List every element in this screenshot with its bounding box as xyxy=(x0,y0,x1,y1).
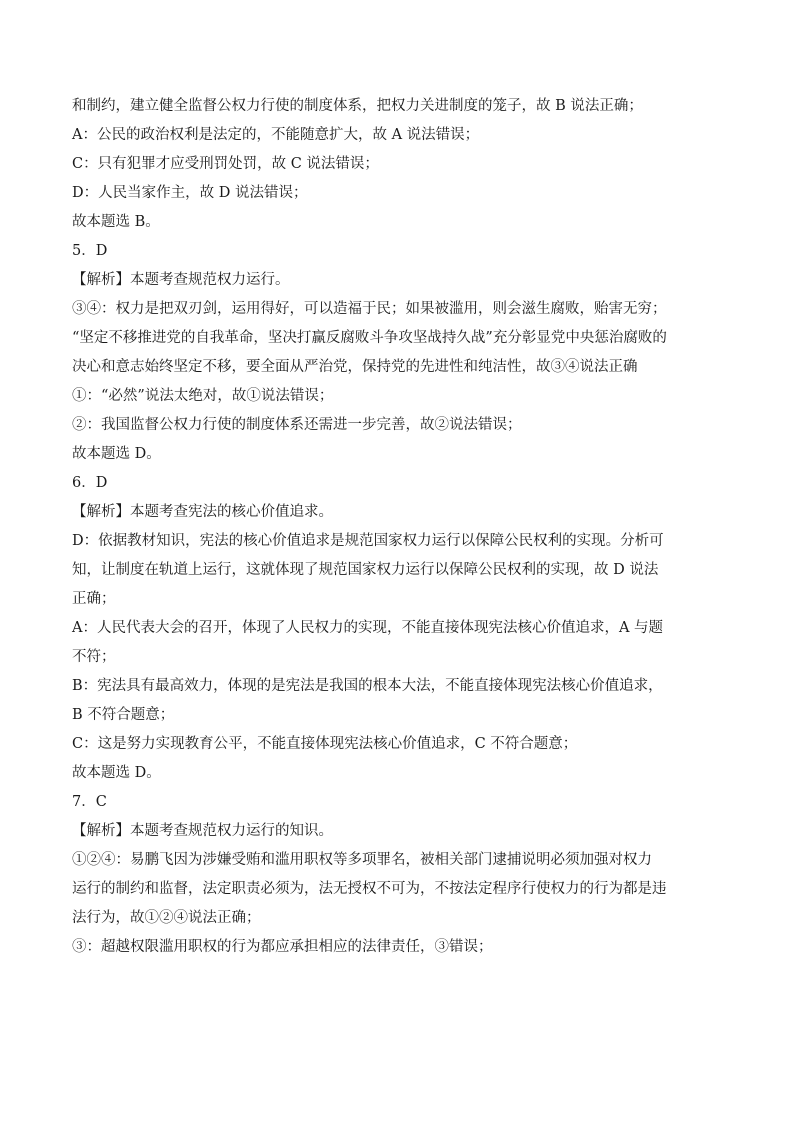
document-body xyxy=(72,92,724,962)
text-line: 法行为，故①②④说法正确； xyxy=(72,910,261,926)
text-line: ③：超越权限滥用职权的行为都应承担相应的法律责任，③错误； xyxy=(72,939,493,955)
text-line: A：人民代表大会的召开，体现了人民权力的实现，不能直接体现宪法核心价值追求，A 与题 xyxy=(72,620,664,636)
text-line: B：宪法具有最高效力，体现的是宪法是我国的根本大法，不能直接体现宪法核心价值追求， xyxy=(72,678,663,694)
text-line: B 不符合题意； xyxy=(72,707,175,723)
text-line: 和制约，建立健全监督公权力行使的制度体系，把权力关进制度的笼子，故 B 说法正确； xyxy=(72,98,643,114)
text-line: C：这是努力实现教育公平，不能直接体现宪法核心价值追求，C 不符合题意； xyxy=(72,736,578,752)
text-line: ①：“必然”说法太绝对，故①说法错误； xyxy=(72,388,334,404)
text-line: ②：我国监督公权力行使的制度体系还需进一步完善，故②说法错误； xyxy=(72,417,522,433)
text-line: ③④：权力是把双刃剑，运用得好，可以造福于民；如果被滥用，则会滋生腐败，贻害无穷； xyxy=(72,301,667,317)
text-line: 正确； xyxy=(72,591,116,607)
text-line: 运行的制约和监督，法定职责必须为，法无授权不可为，不按法定程序行使权力的行为都是违 xyxy=(72,881,667,897)
text-line: “坚定不移推进党的自我革命，坚决打赢反腐败斗争攻坚战持久战”充分彰显党中央惩治腐败的 xyxy=(72,330,667,346)
text-line: 故本题选 D。 xyxy=(72,765,161,781)
text-line: 不符； xyxy=(72,649,116,665)
question-answer-7: 7．C xyxy=(72,794,107,810)
text-line: ①②④：易鹏飞因为涉嫌受贿和滥用职权等多项罪名，被相关部门逮捕说明必须加强对权力 xyxy=(72,852,652,868)
text-line: 故本题选 B。 xyxy=(72,214,160,230)
text-line: 知，让制度在轨道上运行，这就体现了规范国家权力运行以保障公民权利的实现，故 D 说法 xyxy=(72,562,659,578)
text-line: 故本题选 D。 xyxy=(72,446,161,462)
text-line: A：公民的政治权利是法定的，不能随意扩大，故 A 说法错误； xyxy=(72,127,480,143)
analysis-heading: 【解析】本题考查宪法的核心价值追求。 xyxy=(72,504,333,520)
analysis-heading: 【解析】本题考查规范权力运行。 xyxy=(72,272,290,288)
text-line: 决心和意志始终坚定不移，要全面从严治党，保持党的先进性和纯洁性，故③④说法正确 xyxy=(72,359,638,375)
text-line: D：依据教材知识，宪法的核心价值追求是规范国家权力运行以保障公民权利的实现。分析可 xyxy=(72,533,664,549)
question-answer-5: 5．D xyxy=(72,243,108,259)
text-line: D：人民当家作主，故 D 说法错误； xyxy=(72,185,308,201)
question-answer-6: 6．D xyxy=(72,475,108,491)
analysis-heading: 【解析】本题考查规范权力运行的知识。 xyxy=(72,823,333,839)
text-line: C：只有犯罪才应受刑罚处罚，故 C 说法错误； xyxy=(72,156,379,172)
